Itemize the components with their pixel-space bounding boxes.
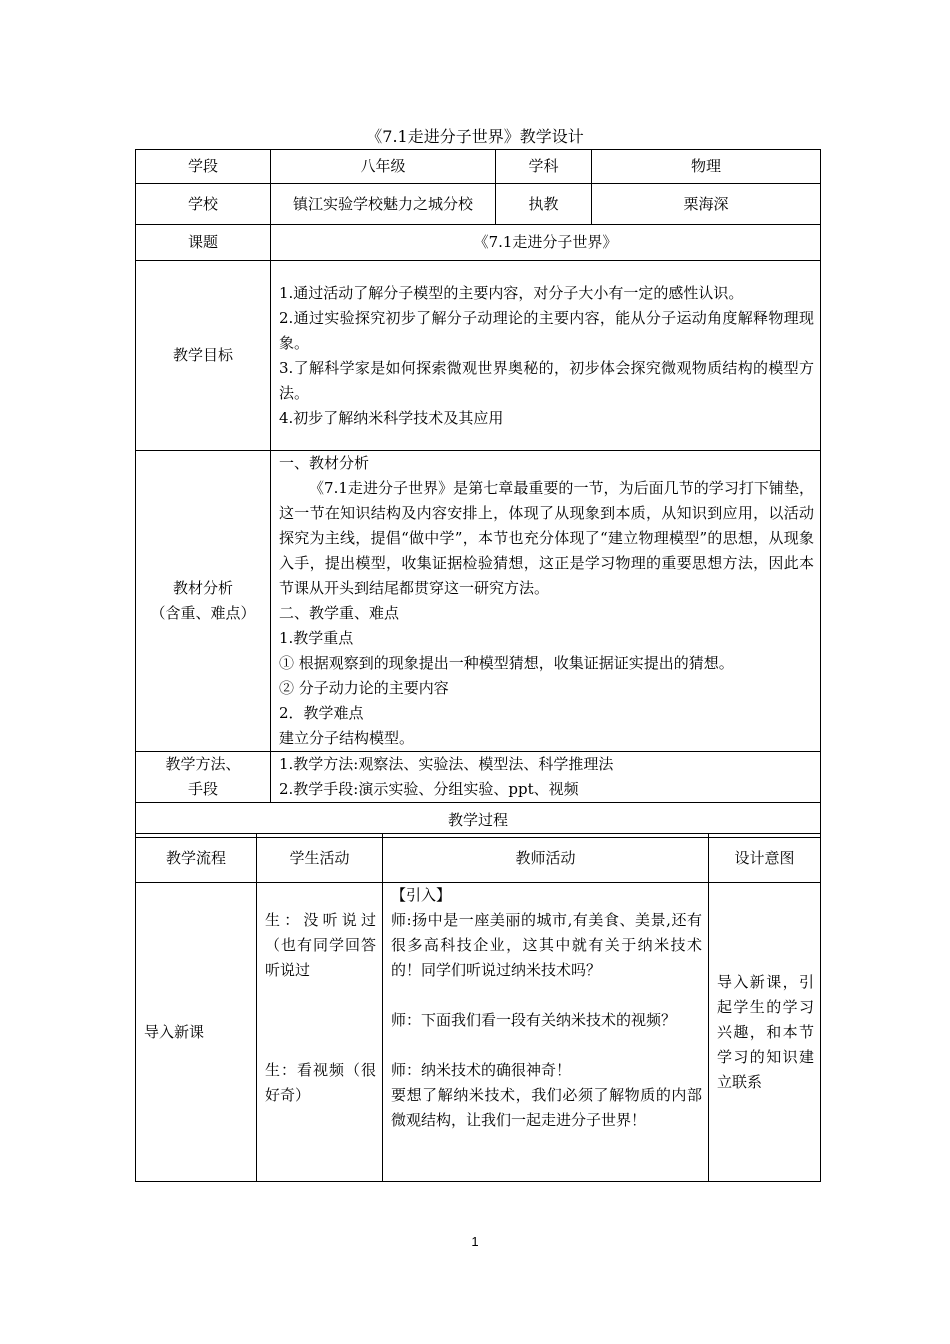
analysis-label (136, 451, 271, 752)
methods-line-2: 2.教学手段:演示实验、分组实验、ppt、视频 (279, 780, 579, 798)
info-row-topic (136, 225, 821, 261)
methods-content (271, 752, 821, 803)
key-point-2: ② 分子动力论的主要内容 (279, 679, 449, 697)
teacher-activity-cell (383, 883, 709, 1182)
teacher-activity-4: 要想了解纳米技术，我们必须了解物质的内部微观结构，让我们一起走进分子世界！ (391, 1086, 702, 1129)
teacher-activity-heading: 【引入】 (391, 886, 452, 904)
student-activity-cell (257, 883, 383, 1182)
key-point-heading: 1.教学重点 (279, 629, 354, 647)
subject-label: 学科 (496, 150, 592, 184)
methods-label (136, 752, 271, 803)
analysis-heading-1: 一、教材分析 (279, 454, 370, 472)
difficulty-1: 建立分子结构模型。 (279, 729, 415, 747)
stage-label: 学段 (136, 150, 271, 184)
info-row-stage (136, 150, 821, 184)
topic-label: 课题 (136, 225, 271, 261)
flow-label: 导入新课 (144, 1022, 205, 1041)
objectives-content (271, 261, 821, 451)
header-teacher: 教师活动 (383, 834, 709, 883)
stage-value: 八年级 (271, 150, 496, 184)
methods-label-line1: 教学方法、 (165, 755, 241, 773)
student-activity-2: 生：看视频（很好奇） (265, 1061, 376, 1104)
analysis-row (136, 451, 821, 752)
student-activity-1: 生：没听说过（也有同学回答听说过 (265, 911, 376, 979)
subject-value: 物理 (592, 150, 821, 184)
objective-item: 2.通过实验探究初步了解分子动理论的主要内容，能从分子运动角度解释物理现象。 (279, 308, 814, 352)
objectives-row (136, 261, 821, 451)
objectives-label: 教学目标 (136, 261, 271, 451)
analysis-paragraph: 《7.1走进分子世界》是第七章最重要的一节，为后面几节的学习打下铺垫，这一节在知识结构及内容安排上，体现了从现象到本质，从知识到应用，以活动探究为主线，提倡“做中学”，本节也充分体现了“建立物理模型”的思想，从现象入手，提出模型，收集证据检验猜想，这正是学习物理的重要思想方法，因此本节课从开头到结尾都贯穿这一研究方法。 (279, 479, 814, 597)
teacher-label: 执教 (496, 184, 592, 225)
methods-row (136, 752, 821, 803)
header-intent: 设计意图 (709, 834, 821, 883)
info-row-school (136, 184, 821, 225)
methods-label-line2: 手段 (187, 780, 218, 798)
school-value: 镇江实验学校魅力之城分校 (271, 184, 496, 225)
process-header-row (136, 834, 821, 883)
teacher-activity-1: 师:扬中是一座美丽的城市,有美食、美景,还有很多高科技企业，这其中就有关于纳米技术的！同学们听说过纳米技术吗？ (391, 911, 702, 979)
difficulty-heading: 2．教学难点 (279, 704, 364, 722)
analysis-label-line2: （含重、难点） (150, 604, 256, 622)
process-title: 教学过程 (136, 803, 821, 838)
methods-line-1: 1.教学方法:观察法、实验法、模型法、科学推理法 (279, 755, 614, 773)
document-title: 《7.1走进分子世界》教学设计 (366, 127, 584, 146)
design-intent: 导入新课，引起学生的学习兴趣，和本节学习的知识建立联系 (717, 972, 814, 1091)
flow-cell (136, 883, 257, 1182)
objective-item: 4.初步了解纳米科学技术及其应用 (279, 408, 504, 427)
analysis-label-line1: 教材分析 (172, 579, 233, 597)
design-intent-cell (709, 883, 821, 1182)
teacher-activity-2: 师：下面我们看一段有关纳米技术的视频？ (391, 1011, 677, 1029)
key-point-1: ① 根据观察到的现象提出一种模型猜想，收集证据证实提出的猜想。 (279, 654, 734, 672)
header-flow: 教学流程 (136, 834, 257, 883)
analysis-content (271, 451, 821, 752)
school-label: 学校 (136, 184, 271, 225)
process-table (135, 833, 821, 1182)
lesson-info-table (135, 149, 821, 838)
page-number: 1 (471, 1234, 479, 1249)
header-student: 学生活动 (257, 834, 383, 883)
topic-value: 《7.1走进分子世界》 (271, 225, 821, 261)
teacher-activity-3: 师：纳米技术的确很神奇！ (391, 1061, 572, 1079)
objective-item: 1.通过活动了解分子模型的主要内容，对分子大小有一定的感性认识。 (279, 283, 744, 302)
objective-item: 3.了解科学家是如何探索微观世界奥秘的，初步体会探究微观物质结构的模型方法。 (279, 358, 814, 402)
process-row-intro (136, 883, 821, 1182)
teacher-value: 栗海深 (592, 184, 821, 225)
analysis-heading-2: 二、教学重、难点 (279, 604, 400, 622)
